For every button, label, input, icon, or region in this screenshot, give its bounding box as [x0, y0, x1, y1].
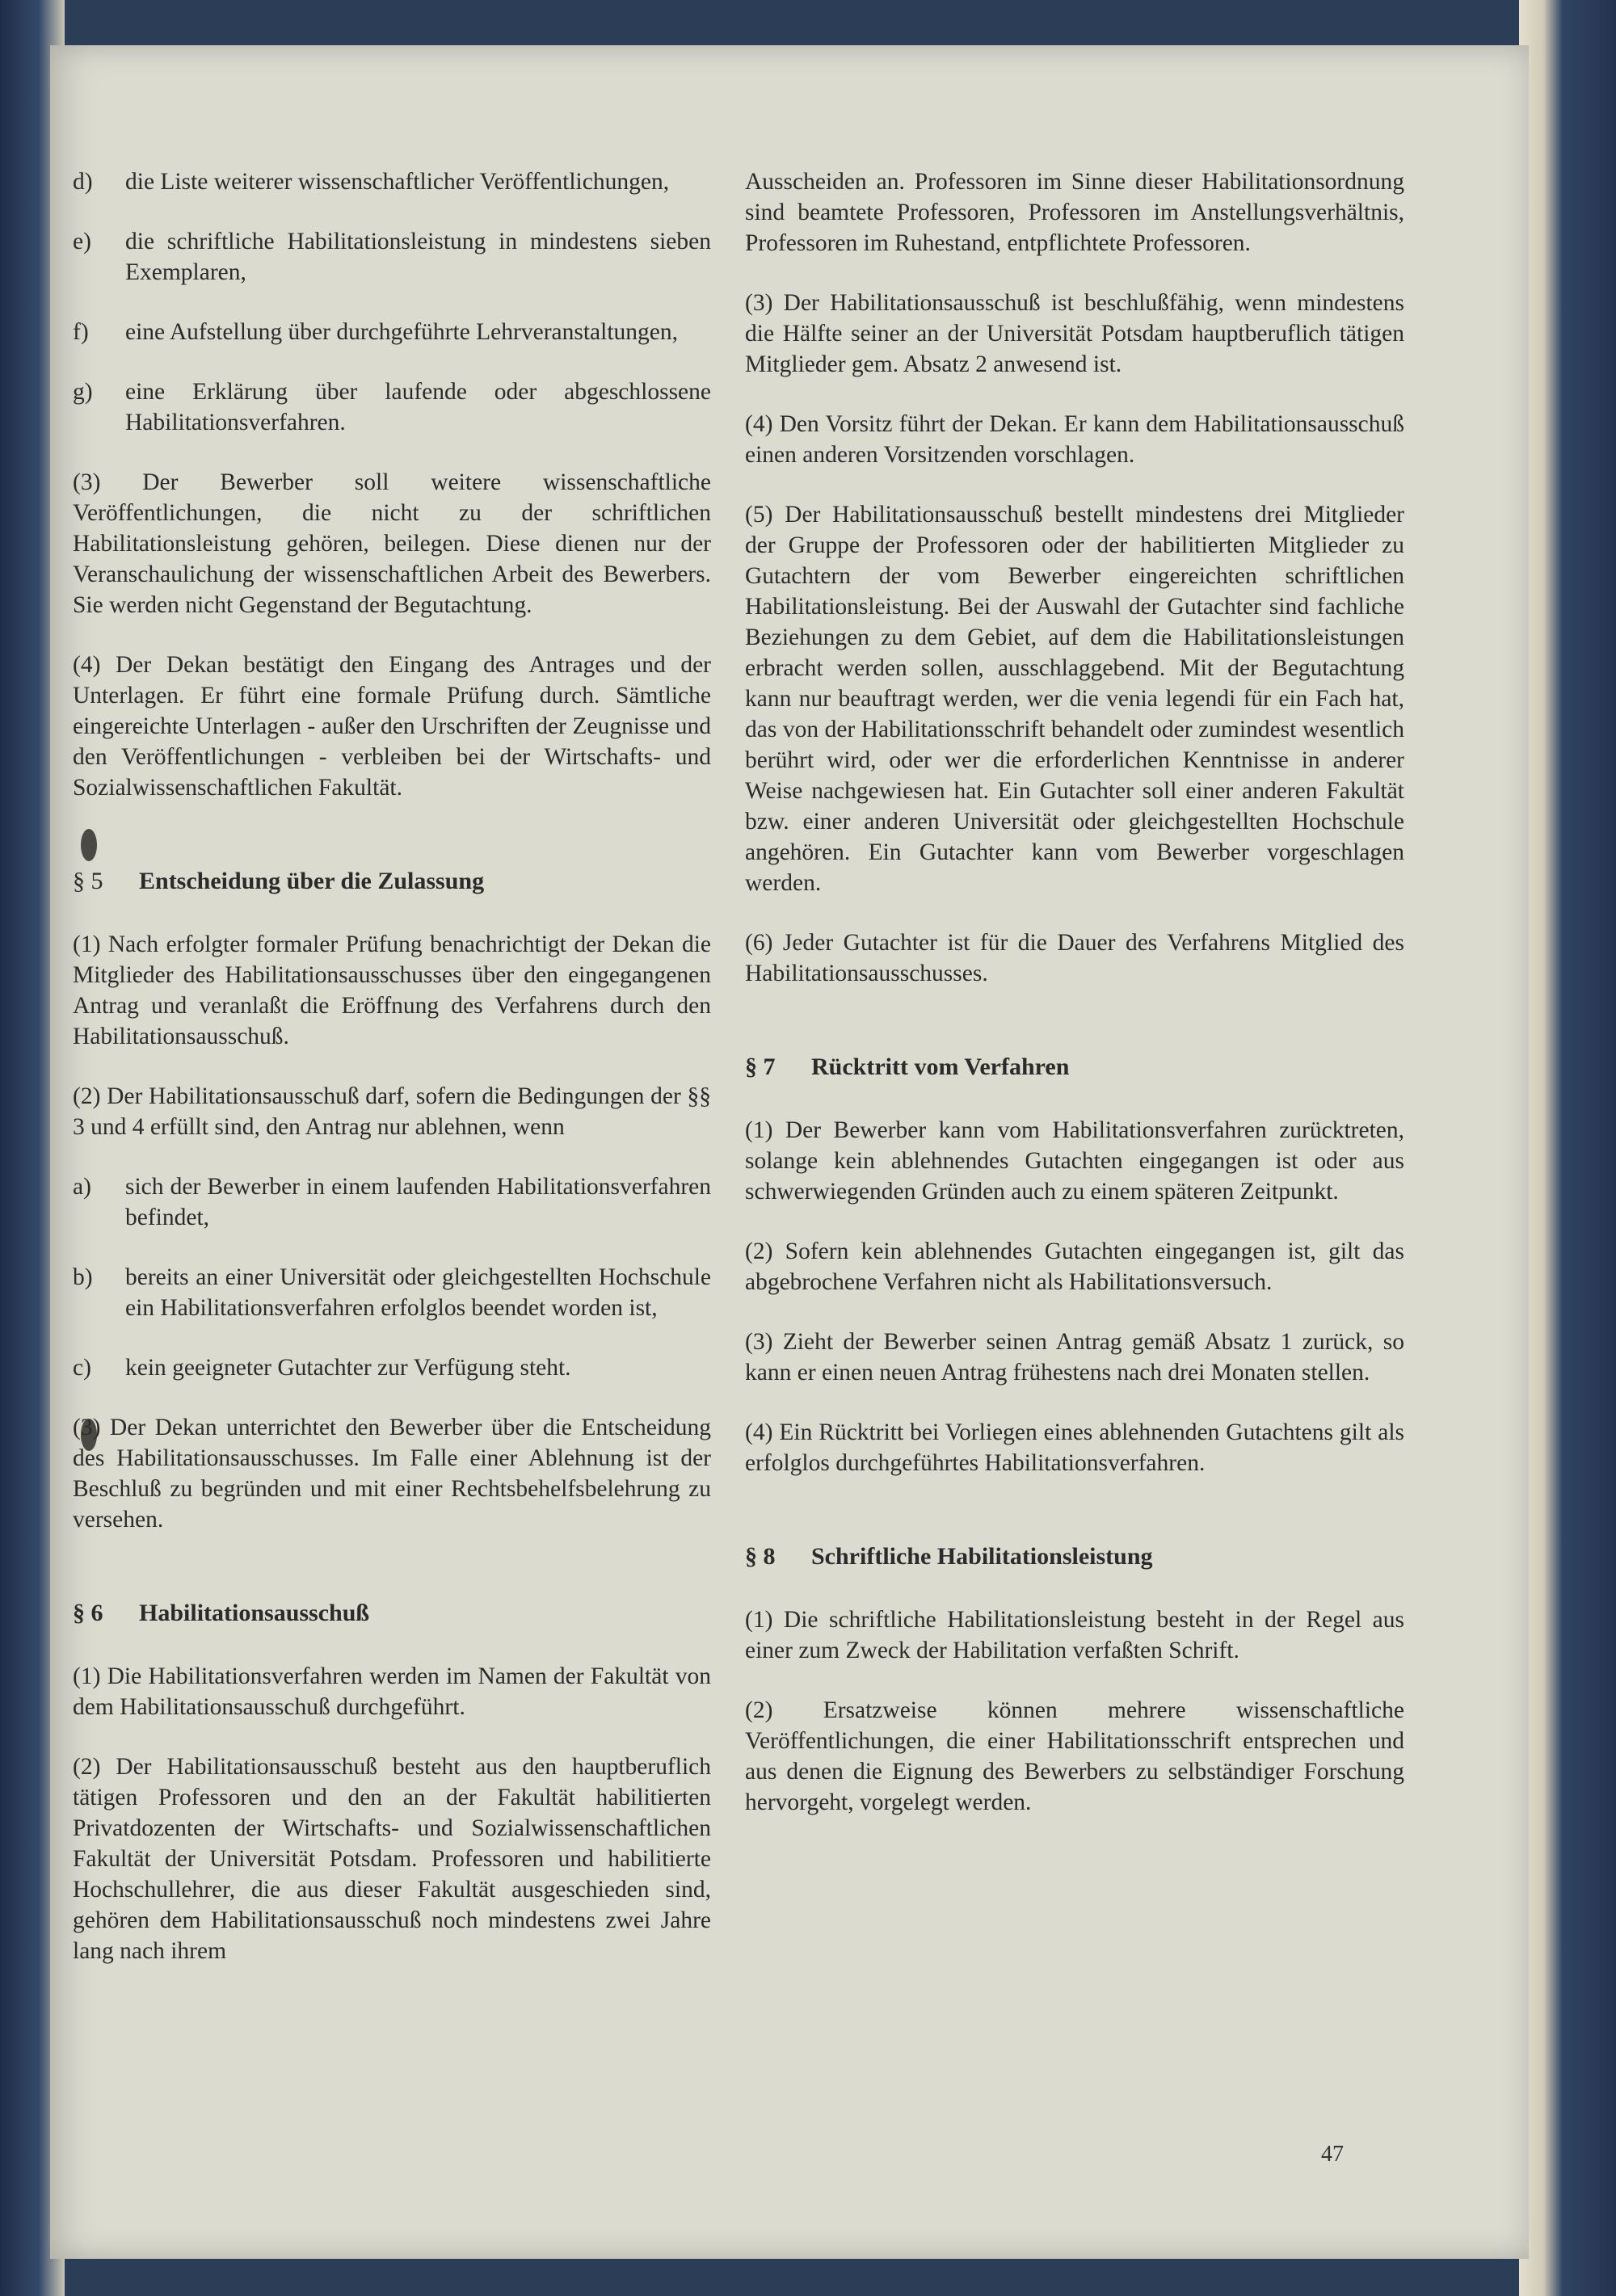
- paragraph: (3) Der Dekan unterrichtet den Bewerber über die Entscheidung des Habilitationsausschusses. Im Falle einer Ablehnung ist der Beschluß zu begründen und mit einer Rechtsbehelfsbelehrung zu versehen.: [73, 1415, 711, 1533]
- section-number: § 5: [73, 868, 103, 894]
- list-text: sich der Bewerber in einem laufenden Habilitationsverfahren befindet,: [125, 1174, 711, 1230]
- paragraph: (4) Der Dekan bestätigt den Eingang des Antrages und der Unterlagen. Er führt eine formale Prüfung durch. Sämtliche eingereichte Unterlagen - außer den Urschriften der Zeugnisse und den Veröffentlichungen - verbleiben bei der Wirtschafts- und Sozialwissenschaftlichen Fakultät.: [73, 652, 711, 801]
- section-title: Rücktritt vom Verfahren: [811, 1053, 1070, 1080]
- list-text: bereits an einer Universität oder gleichgestellten Hochschule ein Habilitationsverfahren erfolglos beendet worden ist,: [125, 1264, 711, 1321]
- list-text: die schriftliche Habilitationsleistung in mindestens sieben Exemplaren,: [125, 229, 711, 285]
- paragraph: (3) Zieht der Bewerber seinen Antrag gemäß Absatz 1 zurück, so kann er einen neuen Antrag frühestens nach drei Monaten stellen.: [745, 1329, 1404, 1386]
- paragraph: (2) Der Habilitationsausschuß besteht aus den hauptberuflich tätigen Professoren und den an der Fakultät habilitierten Privatdozenten der Wirtschafts- und Sozialwissenschaftlichen Fakultät der Universität Potsdam. Professoren und habilitierte Hochschullehrer, die aus dieser Fakultät ausgeschieden sind, gehören dem Habilitationsausschuß noch mindestens zwei Jahre lang nach ihrem: [73, 1754, 711, 1964]
- section-title: Schriftliche Habilitationsleistung: [811, 1543, 1153, 1570]
- section-number: § 8: [745, 1543, 776, 1570]
- list-label: c): [73, 1355, 91, 1381]
- book-binding-right: [1519, 0, 1616, 2296]
- list-label: a): [73, 1174, 91, 1200]
- paragraph: (3) Der Bewerber soll weitere wissenschaftliche Veröffentlichungen, die nicht zu der schriftlichen Habilitationsleistung gehören, beilegen. Diese dienen nur der Veranschaulichung der wissenschaftlichen Arbeit des Bewerbers. Sie werden nicht Gegenstand der Begutachtung.: [73, 469, 711, 618]
- list-item: [73, 1171, 711, 1233]
- paragraph: (1) Der Bewerber kann vom Habilitationsverfahren zurücktreten, solange kein ablehnendes Gutachten eingegangen ist oder aus schwerwiegenden Gründen auch zu einem späteren Zeitpunkt.: [745, 1117, 1404, 1205]
- paragraph: (1) Die schriftliche Habilitationsleistung besteht in der Regel aus einer zum Zweck der Habilitation verfaßten Schrift.: [745, 1607, 1404, 1663]
- page-number: 47: [1321, 2142, 1344, 2167]
- list-text: kein geeigneter Gutachter zur Verfügung steht.: [125, 1355, 571, 1381]
- section-heading: [73, 1598, 711, 1629]
- paragraph: (3) Der Habilitationsausschuß ist beschlußfähig, wenn mindestens die Hälfte seiner an der Universität Potsdam hauptberuflich tätigen Mitglieder gem. Absatz 2 anwesend ist.: [745, 290, 1404, 377]
- list-item: [73, 1262, 711, 1323]
- right-column: [745, 166, 1404, 1847]
- list-item: [73, 1352, 711, 1383]
- section-heading: [745, 1541, 1404, 1572]
- paragraph: (4) Den Vorsitz führt der Dekan. Er kann dem Habilitationsausschuß einen anderen Vorsitzenden vorschlagen.: [745, 411, 1404, 468]
- list-item: [73, 226, 711, 288]
- list-label: e): [73, 229, 91, 254]
- list-item: [73, 376, 711, 438]
- paragraph: (2) Der Habilitationsausschuß darf, sofern die Bedingungen der §§ 3 und 4 erfüllt sind, den Antrag nur ablehnen, wenn: [73, 1083, 711, 1140]
- section-heading: [745, 1052, 1404, 1083]
- list-item: [73, 166, 711, 197]
- document-page: [50, 45, 1529, 2259]
- left-column: [73, 166, 711, 1995]
- paragraph: Ausscheiden an. Professoren im Sinne dieser Habilitationsordnung sind beamtete Professoren, Professoren im Anstellungsverhältnis, Professoren im Ruhestand, entpflichtete Professoren.: [745, 169, 1404, 256]
- paragraph: (4) Ein Rücktritt bei Vorliegen eines ablehnenden Gutachtens gilt als erfolglos durchgeführtes Habilitationsverfahren.: [745, 1419, 1404, 1476]
- list-text: eine Aufstellung über durchgeführte Lehrveranstaltungen,: [125, 319, 678, 345]
- list-text: eine Erklärung über laufende oder abgeschlossene Habilitationsverfahren.: [125, 379, 711, 435]
- section-heading: [73, 866, 711, 897]
- paragraph: (6) Jeder Gutachter ist für die Dauer des Verfahrens Mitglied des Habilitationsausschusses.: [745, 930, 1404, 986]
- paragraph: (1) Die Habilitationsverfahren werden im Namen der Fakultät von dem Habilitationsausschuß durchgeführt.: [73, 1663, 711, 1720]
- section-number: § 7: [745, 1053, 776, 1080]
- paragraph: (1) Nach erfolgter formaler Prüfung benachrichtigt der Dekan die Mitglieder des Habilitationsausschusses über den eingegangenen Antrag und veranlaßt die Eröffnung des Verfahrens durch den Habilitationsausschuß.: [73, 931, 711, 1049]
- list-label: g): [73, 379, 93, 405]
- section-title: Entscheidung über die Zulassung: [139, 868, 485, 894]
- paragraph: (5) Der Habilitationsausschuß bestellt mindestens drei Mitglieder der Gruppe der Professoren oder der habilitierten Mitglieder zu Gutachtern der vom Bewerber eingereichten schriftlichen Habilitationsleistung. Bei der Auswahl der Gutachter sind fachliche Beziehungen zu dem Gebiet, auf dem die Habilitationsleistungen erbracht werden sollen, ausschlaggebend. Mit der Begutachtung kann nur beauftragt werden, wer die venia legendi für ein Fach hat, das von der Habilitationsschrift behandelt oder zumindest wesentlich berührt wird, oder wer die erforderlichen Kenntnisse in anderer Weise nachgewiesen hat. Ein Gutachter soll einer anderen Fakultät bzw. einer anderen Universität oder gleichgestellten Hochschule angehören. Ein Gutachter kann vom Bewerber vorgeschlagen werden.: [745, 502, 1404, 896]
- section-title: Habilitationsausschuß: [139, 1600, 370, 1626]
- list-label: d): [73, 169, 93, 195]
- section-number: § 6: [73, 1600, 103, 1626]
- list-item: [73, 317, 711, 347]
- list-text: die Liste weiterer wissenschaftlicher Veröffentlichungen,: [125, 169, 670, 195]
- list-label: b): [73, 1264, 93, 1290]
- paragraph: (2) Ersatzweise können mehrere wissenschaftliche Veröffentlichungen, die einer Habilitationsschrift entsprechen und aus denen die Eignung des Bewerbers zu selbständiger Forschung hervorgeht, vorgelegt werden.: [745, 1697, 1404, 1815]
- list-label: f): [73, 319, 89, 345]
- paragraph: (2) Sofern kein ablehnendes Gutachten eingegangen ist, gilt das abgebrochene Verfahren nicht als Habilitationsversuch.: [745, 1238, 1404, 1295]
